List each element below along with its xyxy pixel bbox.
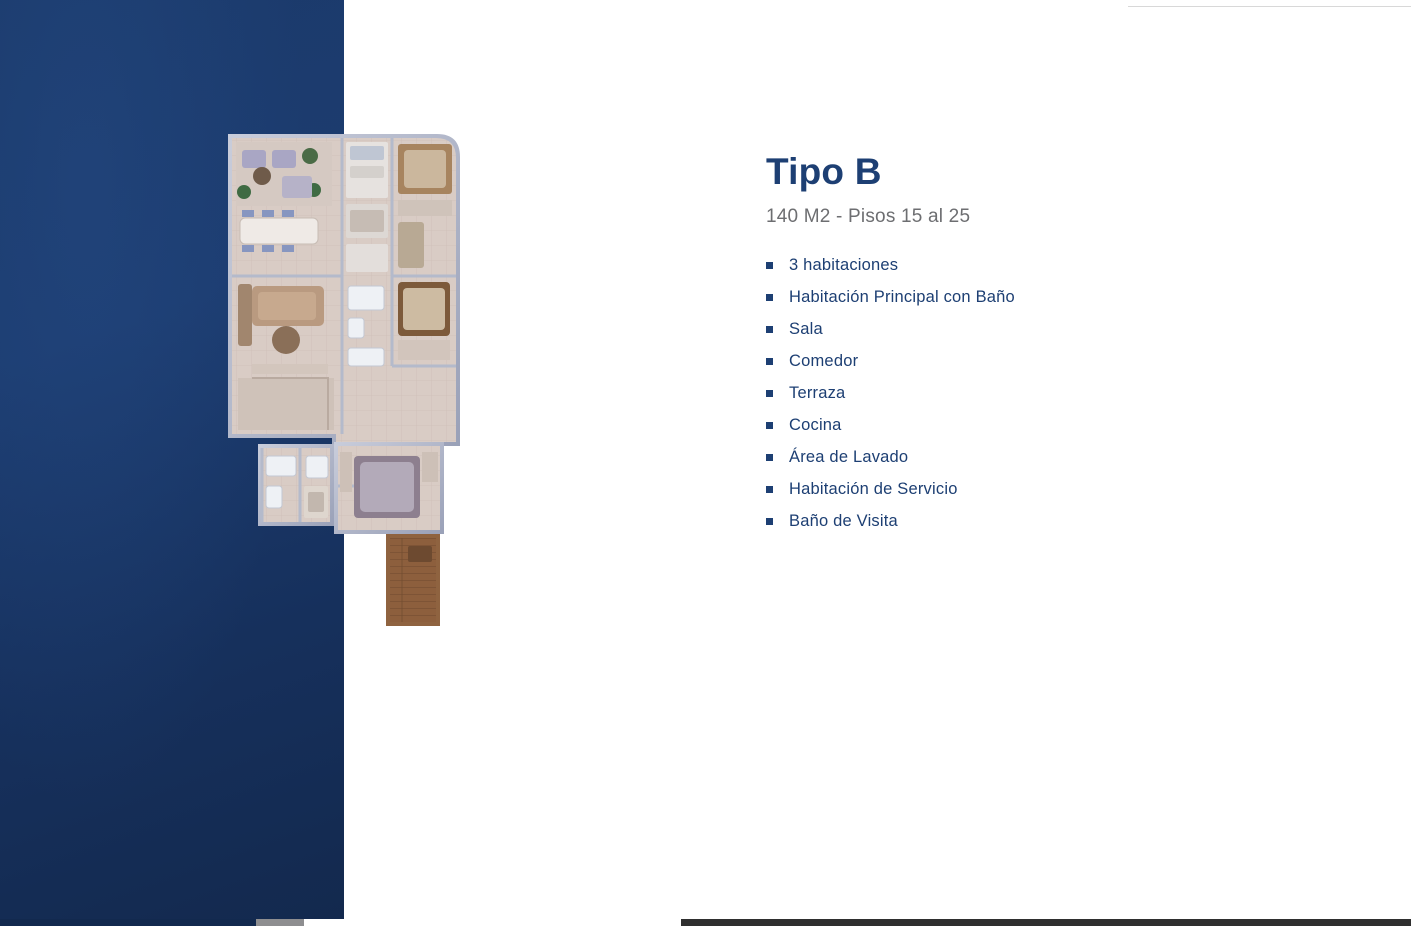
floor-plan-image	[222, 126, 472, 634]
feature-label: Sala	[789, 319, 823, 338]
list-item	[766, 288, 1326, 307]
bottom-strip-segment-white	[304, 919, 681, 926]
feature-label: Baño de Visita	[789, 511, 898, 530]
bullet-icon	[766, 326, 773, 333]
top-divider-rule	[1128, 6, 1411, 7]
list-item	[766, 416, 1326, 435]
feature-label: Comedor	[789, 351, 859, 370]
bullet-icon	[766, 262, 773, 269]
list-item	[766, 384, 1326, 403]
feature-label: Habitación Principal con Baño	[789, 287, 1015, 306]
bullet-icon	[766, 486, 773, 493]
info-panel	[766, 152, 1326, 544]
list-item	[766, 256, 1326, 275]
list-item	[766, 352, 1326, 371]
feature-label: Habitación de Servicio	[789, 479, 958, 498]
feature-label: Terraza	[789, 383, 846, 402]
page-title: Tipo B	[766, 151, 882, 192]
feature-label: 3 habitaciones	[789, 255, 899, 274]
bottom-strip-segment-blue	[0, 919, 256, 926]
list-item	[766, 320, 1326, 339]
list-item	[766, 480, 1326, 499]
bottom-strip-segment-gray	[256, 919, 304, 926]
feature-label: Cocina	[789, 415, 842, 434]
bullet-icon	[766, 518, 773, 525]
list-item	[766, 512, 1326, 531]
bottom-edge-strip	[0, 919, 1411, 926]
feature-list	[766, 256, 1326, 531]
bullet-icon	[766, 294, 773, 301]
bullet-icon	[766, 422, 773, 429]
bottom-strip-segment-dark	[681, 919, 1411, 926]
bullet-icon	[766, 358, 773, 365]
page-subtitle: 140 M2 - Pisos 15 al 25	[766, 205, 971, 227]
list-item	[766, 448, 1326, 467]
bullet-icon	[766, 390, 773, 397]
bullet-icon	[766, 454, 773, 461]
feature-label: Área de Lavado	[789, 447, 909, 466]
